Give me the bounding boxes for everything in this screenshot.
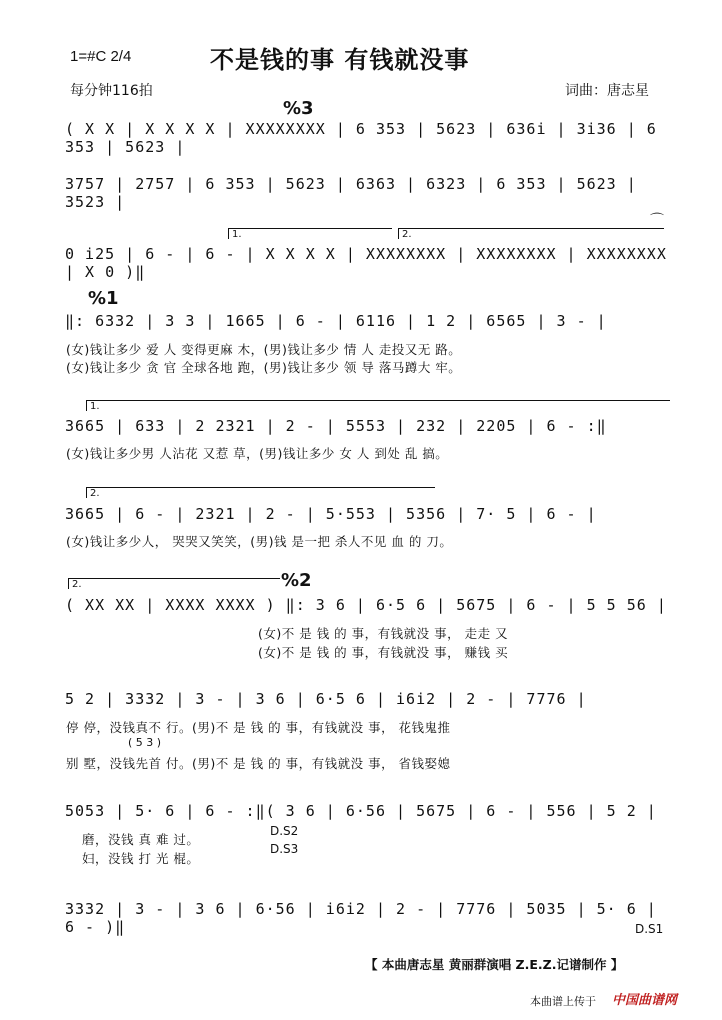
- site-logo[interactable]: 中国曲谱网: [612, 993, 678, 1008]
- upload-note: 本曲谱上传于: [530, 995, 596, 1008]
- song-title: 不是钱的事 有钱就没事: [210, 46, 470, 74]
- score-line-8: 5 2 | 3332 | 3 - | 3 6 | 6·5 6 | i6i2 | 2 - | 7776 |: [65, 690, 587, 708]
- ds2-mark: D.S2: [270, 824, 299, 838]
- ds1-mark: D.S1: [635, 922, 664, 936]
- score-line-2: 3757 | 2757 | 6 353 | 5623 | 6363 | 6323 | 6 353 | 5623 | 3523 |: [65, 175, 637, 211]
- lyric-line-9a: 磨，没钱 真 难 过。: [82, 832, 200, 847]
- volta-1-bracket: 1.: [228, 228, 392, 239]
- composer-credit: 词曲：唐志星: [565, 83, 649, 99]
- score-line-3: 0 i25 | 6 - | 6 - | X X X X | XXXXXXXX | XXXXXXXX | XXXXXXXX | X 0 )‖: [65, 245, 667, 281]
- score-line-10: 3332 | 3 - | 3 6 | 6·56 | i6i2 | 2 - | 7776 | 5035 | 5· 6 | 6 - )‖: [65, 900, 657, 936]
- score-line-6: 3665 | 6 - | 2321 | 2 - | 5·553 | 5356 | 7· 5 | 6 - |: [65, 505, 597, 523]
- segno-2-icon: %2: [281, 570, 312, 591]
- volta-2-bracket-b: 2.: [86, 487, 435, 498]
- ds3-mark: D.S3: [270, 842, 299, 856]
- lyric-line-7b: (女)不 是 钱 的 事，有钱就没 事， 赚钱 买: [258, 645, 509, 660]
- key-signature: 1=#C 2/4: [70, 48, 132, 65]
- lyric-line-6: (女)钱让多少人， 哭哭又笑笑，(男)钱 是一把 杀人不见 血 的 刀。: [66, 534, 453, 549]
- lyric-line-9b: 妇，没钱 打 光 棍。: [82, 851, 200, 866]
- score-line-7: ( XX XX | XXXX XXXX ) ‖: 3 6 | 6·5 6 | 5675 | 6 - | 5 5 56 |: [65, 596, 667, 614]
- score-line-5: 3665 | 633 | 2 2321 | 2 - | 5553 | 232 | 2205 | 6 - :‖: [65, 417, 607, 435]
- production-credit: 【 本曲唐志星 黄丽群演唱 Z.E.Z.记谱制作 】: [365, 957, 624, 972]
- volta-1-bracket-b: 1.: [86, 400, 670, 411]
- volta-2-bracket: 2.: [398, 228, 664, 239]
- segno-1-icon: %1: [88, 288, 119, 309]
- lyric-line-8b: 别 墅，没钱先首 付。(男)不 是 钱 的 事，有钱就没 事， 省钱娶媳: [66, 756, 451, 771]
- fermata-icon: ⌒: [650, 213, 664, 229]
- alt-notes: ( 5 3 ): [128, 736, 162, 749]
- score-line-1: ( X X | X X X X | XXXXXXXX | 6 353 | 5623 | 636i | 3i36 | 6 353 | 5623 |: [65, 120, 657, 156]
- segno-3-icon: %3: [283, 98, 314, 119]
- lyric-line-8a: 停 停，没钱真不 行。(男)不 是 钱 的 事，有钱就没 事， 花钱鬼推: [66, 720, 451, 735]
- lyric-line-4b: (女)钱让多少 贪 官 全球各地 跑，(男)钱让多少 领 导 落马蹲大 牢。: [66, 360, 462, 375]
- tempo-marking: 每分钟116拍: [70, 83, 153, 99]
- lyric-line-4a: (女)钱让多少 爱 人 变得更麻 木，(男)钱让多少 情 人 走投又无 路。: [66, 342, 462, 357]
- lyric-line-7a: (女)不 是 钱 的 事，有钱就没 事， 走走 又: [258, 626, 509, 641]
- score-line-4: ‖: 6332 | 3 3 | 1665 | 6 - | 6116 | 1 2 | 6565 | 3 - |: [65, 312, 607, 330]
- lyric-line-5: (女)钱让多少男 人沾花 又惹 草，(男)钱让多少 女 人 到处 乱 搞。: [66, 446, 449, 461]
- score-line-9: 5053 | 5· 6 | 6 - :‖( 3 6 | 6·56 | 5675 | 6 - | 556 | 5 2 |: [65, 802, 657, 820]
- volta-2-bracket-c: 2.: [68, 578, 280, 589]
